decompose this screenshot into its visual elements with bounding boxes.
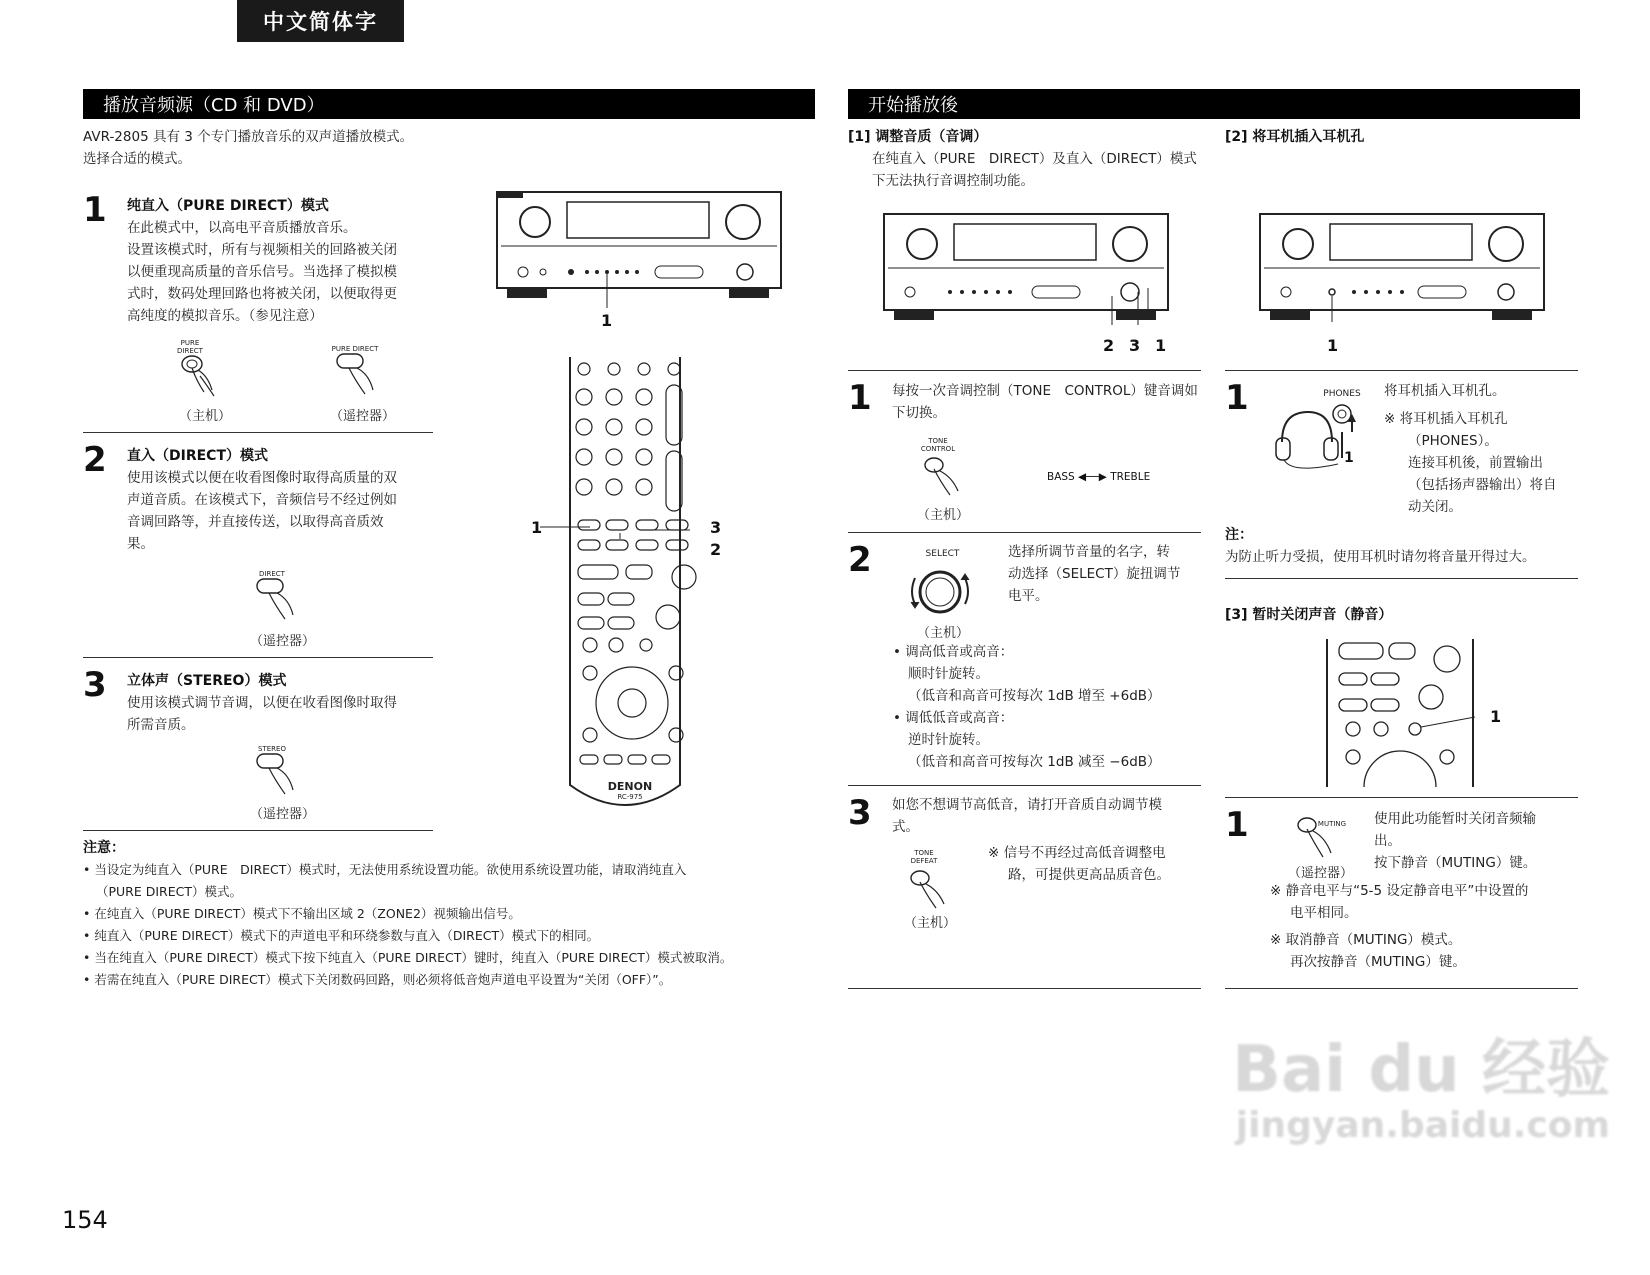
- icon-caption: （遥控器）: [1287, 866, 1353, 881]
- phones-text: 将耳机插入耳机孔。 ※ 将耳机插入耳机孔 （PHONES）。 连接耳机後，前置输出 （包括扬声器输出）将自 动关闭。: [1384, 383, 1557, 515]
- divider: [848, 532, 1201, 533]
- page-number: 154: [62, 1206, 108, 1234]
- tone-defeat-button-icon: [908, 868, 958, 913]
- phones-heading: [2] 将耳机插入耳机孔: [1225, 129, 1365, 145]
- icon-caption: （遥控器）: [249, 807, 315, 822]
- icon-label: MUTING: [1317, 820, 1347, 828]
- icon-label: STEREO: [258, 745, 286, 753]
- phones-note: 注： 为防止听力受损，使用耳机时请勿将音量开得过大。: [1225, 527, 1536, 565]
- icon-caption: （主机）: [916, 626, 969, 641]
- icon-caption: （遥控器）: [329, 409, 395, 424]
- watermark-url: jingyan.baidu.com: [1235, 1105, 1610, 1146]
- remote-pure-direct-button-icon: [335, 350, 390, 400]
- step-number: 1: [1225, 378, 1249, 418]
- receiver-front-panel-illustration: [495, 188, 785, 308]
- step-text: 如您不想调节高低音，请打开音质自动调节模 式。: [892, 797, 1162, 835]
- callout-number: 3: [1129, 336, 1141, 355]
- mute-notes: ※ 静音电平与“5-5 设定静音电平”中设置的 电平相同。 ※ 取消静音（MUTING）模式。 再次按静音（MUTING）键。: [1270, 883, 1529, 970]
- icon-label: DIRECT: [259, 570, 285, 578]
- callout-number: 1: [1490, 707, 1502, 726]
- tone-defeat-note: ※ 信号不再经过高低音调整电 路，可提供更高品质音色。: [988, 845, 1170, 883]
- remote-brand: DENON: [607, 780, 653, 793]
- notes: 注意： • 当设定为纯直入（PURE DIRECT）模式时，无法使用系统设置功能。欲使用系统设置功能，请取消纯直入 （PURE DIRECT）模式。 • 在纯直入（PURE DIRECT）模式下不输出区域 2（ZONE2）视频输出信号。 • 纯直入（PURE DIRECT）模式下的声道电平和环绕参数与直入（DIRECT）模式下的相同。 • 当在纯直入（PURE DIRECT）模式下按下纯直入（PURE DIRECT）键时，纯直入（PURE DIRECT）模式被取消。 • 若需在纯直入（PURE DIRECT）模式下关闭数码回路，则必须将低音炮声道电平设置为“关闭（OFF）”。: [83, 840, 733, 987]
- divider: [1225, 370, 1578, 371]
- icon-caption: （遥控器）: [249, 634, 315, 649]
- divider: [83, 432, 433, 433]
- divider: [848, 988, 1201, 989]
- remote-muting-illustration: [1325, 637, 1475, 787]
- callout-number: 2: [1103, 336, 1115, 355]
- step-number: 2: [83, 440, 107, 480]
- tone-bullets: • 调高低音或高音： 顺时针旋转。 （低音和高音可按每次 1dB 增至 +6dB） • 调低低音或高音： 逆时针旋转。 （低音和高音可按每次 1dB 减至 −6dB）: [893, 644, 1161, 770]
- section-title-left: 播放音频源（CD 和 DVD）: [83, 89, 815, 119]
- icon-caption: （主机）: [178, 409, 231, 424]
- step-text: 直入（DIRECT）模式 使用该模式以便在收看图像时取得高质量的双 声道音质。在该模式下，音频信号不经过例如 音调回路等，并直接传送，以取得高音质效 果。: [127, 448, 397, 552]
- step-text: 每按一次音调控制（TONE CONTROL）键音调如 下切换。: [892, 383, 1198, 421]
- callout-number: 1: [1155, 336, 1167, 355]
- step-text: 立体声（STEREO）模式 使用该模式调节音调，以便在收看图像时取得 所需音质。: [127, 673, 397, 733]
- step-number: 1: [83, 190, 107, 230]
- remote-direct-button-icon: [255, 575, 310, 625]
- divider: [1225, 578, 1578, 579]
- callout-number: 1: [601, 311, 613, 330]
- callout-number: 3: [710, 518, 722, 537]
- callout-number: 1: [1344, 450, 1354, 466]
- step-text: 选择所调节音量的名字，转 动选择（SELECT）旋扭调节 电平。: [1008, 544, 1181, 604]
- mute-text: 使用此功能暂时关闭音频输 出。 按下静音（MUTING）键。: [1374, 811, 1537, 871]
- select-knob-icon: [905, 562, 975, 622]
- icon-caption: （主机）: [916, 508, 969, 523]
- remote-control-illustration: [540, 355, 710, 825]
- receiver-phones-illustration: [1258, 210, 1548, 325]
- remote-model: RC-975: [617, 793, 643, 801]
- divider: [848, 785, 1201, 786]
- divider: [83, 657, 433, 658]
- icon-label: PURE DIRECT: [331, 345, 379, 353]
- step-number: 1: [1225, 805, 1249, 845]
- step-number: 3: [848, 793, 872, 833]
- watermark-brand: Bai du 经验: [1232, 1033, 1610, 1107]
- headphones-icon: [1272, 402, 1362, 482]
- tone-intro: [1] 调整音质（音调） 在纯直入（PURE DIRECT）及直入（DIRECT）模式 下无法执行音调控制功能。: [848, 129, 1197, 189]
- step-number: 1: [848, 378, 872, 418]
- divider: [1225, 797, 1578, 798]
- divider: [848, 370, 1201, 371]
- icon-label: PURE DIRECT: [177, 339, 203, 355]
- mute-heading: [3] 暂时关闭声音（静音）: [1225, 607, 1393, 623]
- phones-label: PHONES: [1323, 389, 1361, 399]
- step-text: 纯直入（PURE DIRECT）模式 在此模式中，以高电平音质播放音乐。 设置该模式时，所有与视频相关的回路被关闭 以便重现高质量的音乐信号。当选择了模拟模 式时，数码处理回路也将被关闭，以便取得更 高纯度的模拟音乐。（参见注意）: [127, 198, 397, 324]
- language-tag: 中文简体字: [237, 0, 404, 42]
- section-title-right: 开始播放後: [848, 89, 1580, 119]
- icon-label: TONE DEFEAT: [910, 849, 938, 865]
- icon-label: TONE CONTROL: [920, 437, 956, 453]
- callout-number: 2: [710, 540, 722, 559]
- icon-label: SELECT: [925, 549, 960, 559]
- intro: AVR-2805 具有 3 个专门播放音乐的双声道播放模式。 选择合适的模式。: [83, 129, 414, 167]
- watermark: [1232, 1035, 1610, 1146]
- tone-control-button-icon: [922, 455, 972, 500]
- callout-number: 1: [1327, 336, 1339, 355]
- icon-caption: （主机）: [903, 916, 956, 931]
- receiver-tone-illustration: [882, 210, 1172, 325]
- step-number: 2: [848, 540, 872, 580]
- divider: [83, 830, 433, 831]
- bass-treble-indicator: BASS ◀──▶ TREBLE: [1047, 471, 1151, 483]
- step-number: 3: [83, 665, 107, 705]
- remote-stereo-button-icon: [255, 750, 310, 800]
- callout-number: 1: [531, 518, 543, 537]
- divider: [1225, 988, 1578, 989]
